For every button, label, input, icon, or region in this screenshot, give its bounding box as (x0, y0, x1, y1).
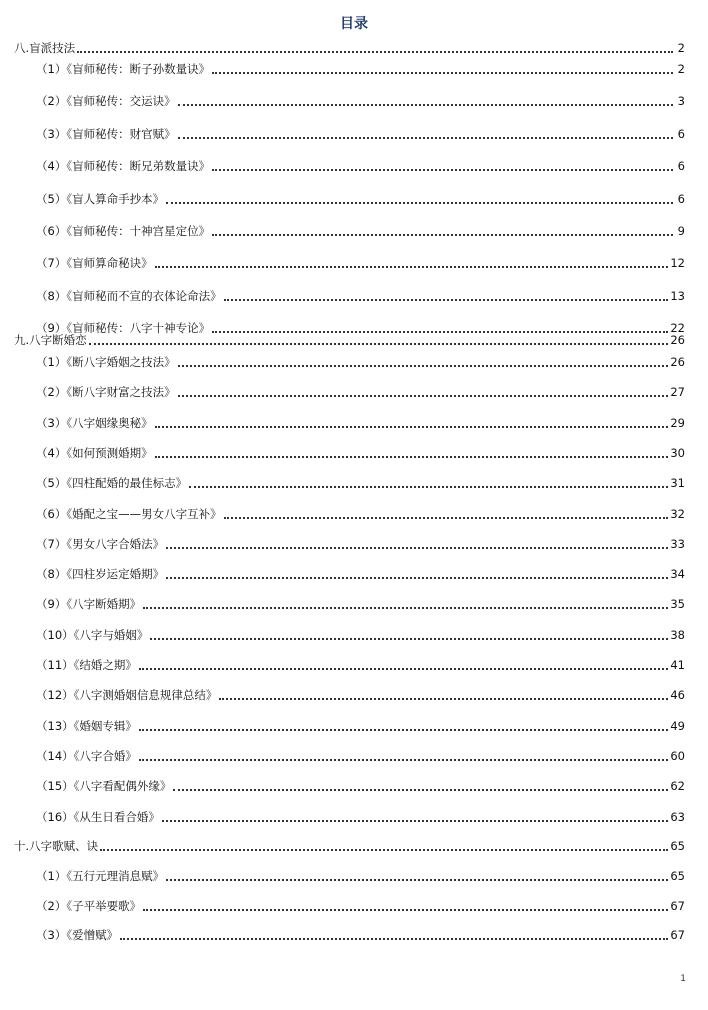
toc-subentry[interactable] (36, 255, 685, 271)
dot-leader (155, 266, 669, 268)
toc-subentry[interactable] (36, 415, 685, 431)
toc-subentry[interactable] (36, 223, 685, 239)
toc-entry-label: （10）《八字与婚姻》 (36, 628, 149, 642)
toc-entry-label: （4）《盲师秘传：断兄弟数量诀》 (36, 159, 211, 173)
toc-entry-label: （14）《八字合婚》 (36, 749, 137, 763)
toc-section-entry[interactable] (14, 332, 685, 348)
dot-leader (139, 668, 668, 670)
toc-entry-label: （6）《盲师秘传：十神宫星定位》 (36, 224, 211, 238)
toc-entry-page: 12 (670, 256, 685, 270)
toc-entry-page: 30 (670, 446, 685, 460)
toc-entry-page: 6 (677, 192, 685, 206)
toc-subentry[interactable] (36, 126, 685, 142)
dot-leader (178, 104, 673, 106)
dot-leader (212, 169, 673, 171)
toc-entry-page: 49 (670, 719, 685, 733)
toc-entry-page: 41 (670, 658, 685, 672)
toc-subentry[interactable] (36, 191, 685, 207)
dot-leader (150, 638, 668, 640)
toc-entry-label: 九.八字断婚恋 (14, 333, 87, 347)
toc-entry-page: 22 (670, 321, 685, 335)
dot-leader (173, 789, 668, 791)
toc-entry-page: 33 (670, 537, 685, 551)
toc-entry-page: 26 (670, 333, 685, 347)
toc-subentry[interactable] (36, 596, 685, 612)
toc-entry-label: （5）《四柱配婚的最佳标志》 (36, 476, 188, 490)
dot-leader (166, 547, 668, 549)
dot-leader (155, 426, 669, 428)
dot-leader (77, 51, 673, 53)
page-number: 1 (680, 974, 686, 984)
dot-leader (155, 456, 669, 458)
toc-subentry[interactable] (36, 158, 685, 174)
toc-subentry[interactable] (36, 354, 685, 370)
toc-entry-label: （11）《结婚之期》 (36, 658, 137, 672)
toc-entry-label: （6）《婚配之宝——男女八字互补》 (36, 507, 222, 521)
toc-subentry[interactable] (36, 657, 685, 673)
toc-entry-label: （9）《八字断婚期》 (36, 597, 142, 611)
toc-subentry[interactable] (36, 809, 685, 825)
dot-leader (89, 343, 669, 345)
toc-subentry[interactable] (36, 718, 685, 734)
toc-entry-label: （2）《盲师秘传：交运诀》 (36, 94, 176, 108)
dot-leader (166, 202, 673, 204)
toc-entry-page: 34 (670, 567, 685, 581)
dot-leader (139, 759, 668, 761)
toc-subentry[interactable] (36, 445, 685, 461)
toc-entry-label: （8）《盲师秘而不宣的衣体论命法》 (36, 289, 222, 303)
toc-entry-page: 67 (670, 928, 685, 942)
dot-leader (166, 577, 668, 579)
toc-section-entry[interactable] (14, 40, 685, 56)
toc-entry-label: （2）《断八字财富之技法》 (36, 385, 176, 399)
toc-entry-label: （4）《如何预测婚期》 (36, 446, 153, 460)
toc-entry-label: （1）《五行元理消息赋》 (36, 869, 165, 883)
toc-entry-page: 3 (677, 94, 685, 108)
toc-subentry[interactable] (36, 506, 685, 522)
toc-subentry[interactable] (36, 868, 685, 884)
dot-leader (162, 820, 668, 822)
toc-entry-page: 65 (670, 869, 685, 883)
toc-entry-label: （13）《婚姻专辑》 (36, 719, 137, 733)
toc-subentry[interactable] (36, 748, 685, 764)
toc-entry-label: （3）《八字姻缘奥秘》 (36, 416, 153, 430)
dot-leader (224, 299, 669, 301)
toc-entry-label: （1）《盲师秘传：断子孙数量诀》 (36, 62, 211, 76)
toc-subentry[interactable] (36, 288, 685, 304)
toc-entry-page: 60 (670, 749, 685, 763)
toc-entry-page: 2 (677, 41, 685, 55)
toc-subentry[interactable] (36, 778, 685, 794)
toc-subentry[interactable] (36, 927, 685, 943)
toc-entry-page: 62 (670, 779, 685, 793)
toc-entry-page: 35 (670, 597, 685, 611)
toc-entry-label: （7）《男女八字合婚法》 (36, 537, 165, 551)
toc-section-entry[interactable] (14, 838, 685, 854)
dot-leader (212, 72, 673, 74)
toc-subentry[interactable] (36, 687, 685, 703)
dot-leader (212, 234, 673, 236)
dot-leader (166, 879, 668, 881)
toc-entry-page: 65 (670, 839, 685, 853)
dot-leader (120, 938, 668, 940)
toc-entry-page: 27 (670, 385, 685, 399)
toc-entry-page: 38 (670, 628, 685, 642)
dot-leader (224, 517, 669, 519)
toc-entry-label: （3）《爱憎赋》 (36, 928, 119, 942)
toc-entry-page: 6 (677, 159, 685, 173)
toc-entry-label: 十.八字歌赋、诀 (14, 839, 99, 853)
dot-leader (178, 137, 673, 139)
toc-entry-page: 13 (670, 289, 685, 303)
toc-subentry[interactable] (36, 898, 685, 914)
toc-entry-label: （5）《盲人算命手抄本》 (36, 192, 165, 206)
toc-entry-label: （16）《从生日看合婚》 (36, 810, 160, 824)
dot-leader (219, 698, 668, 700)
toc-entry-label: （15）《八字看配偶外缘》 (36, 779, 172, 793)
toc-entry-page: 31 (670, 476, 685, 490)
toc-entry-label: 八.盲派技法 (14, 41, 76, 55)
toc-subentry[interactable] (36, 475, 685, 491)
toc-subentry[interactable] (36, 61, 685, 77)
dot-leader (100, 849, 668, 851)
toc-entry-label: （7）《盲师算命秘诀》 (36, 256, 153, 270)
toc-entry-page: 6 (677, 127, 685, 141)
toc-entry-page: 26 (670, 355, 685, 369)
dot-leader (143, 607, 668, 609)
toc-entry-label: （9）《盲师秘传：八字十神专论》 (36, 321, 211, 335)
toc-entry-page: 67 (670, 899, 685, 913)
dot-leader (189, 486, 668, 488)
toc-entry-page: 46 (670, 688, 685, 702)
dot-leader (178, 365, 669, 367)
toc-subentry[interactable] (36, 384, 685, 400)
toc-entry-page: 2 (677, 62, 685, 76)
dot-leader (139, 729, 668, 731)
toc-entry-page: 29 (670, 416, 685, 430)
toc-entry-label: （1）《断八字婚姻之技法》 (36, 355, 176, 369)
toc-entry-label: （8）《四柱岁运定婚期》 (36, 567, 165, 581)
toc-entry-label: （2）《子平举要歌》 (36, 899, 142, 913)
toc-subentry[interactable] (36, 536, 685, 552)
toc-entry-page: 32 (670, 507, 685, 521)
page-title: 目录 (340, 16, 368, 32)
toc-subentry[interactable] (36, 566, 685, 582)
dot-leader (178, 395, 669, 397)
toc-entry-page: 9 (677, 224, 685, 238)
toc-entry-label: （3）《盲师秘传：财官赋》 (36, 127, 176, 141)
toc-entry-label: （12）《八字测婚姻信息规律总结》 (36, 688, 218, 702)
toc-entry-page: 63 (670, 810, 685, 824)
toc-subentry[interactable] (36, 93, 685, 109)
toc-subentry[interactable] (36, 627, 685, 643)
dot-leader (143, 909, 668, 911)
